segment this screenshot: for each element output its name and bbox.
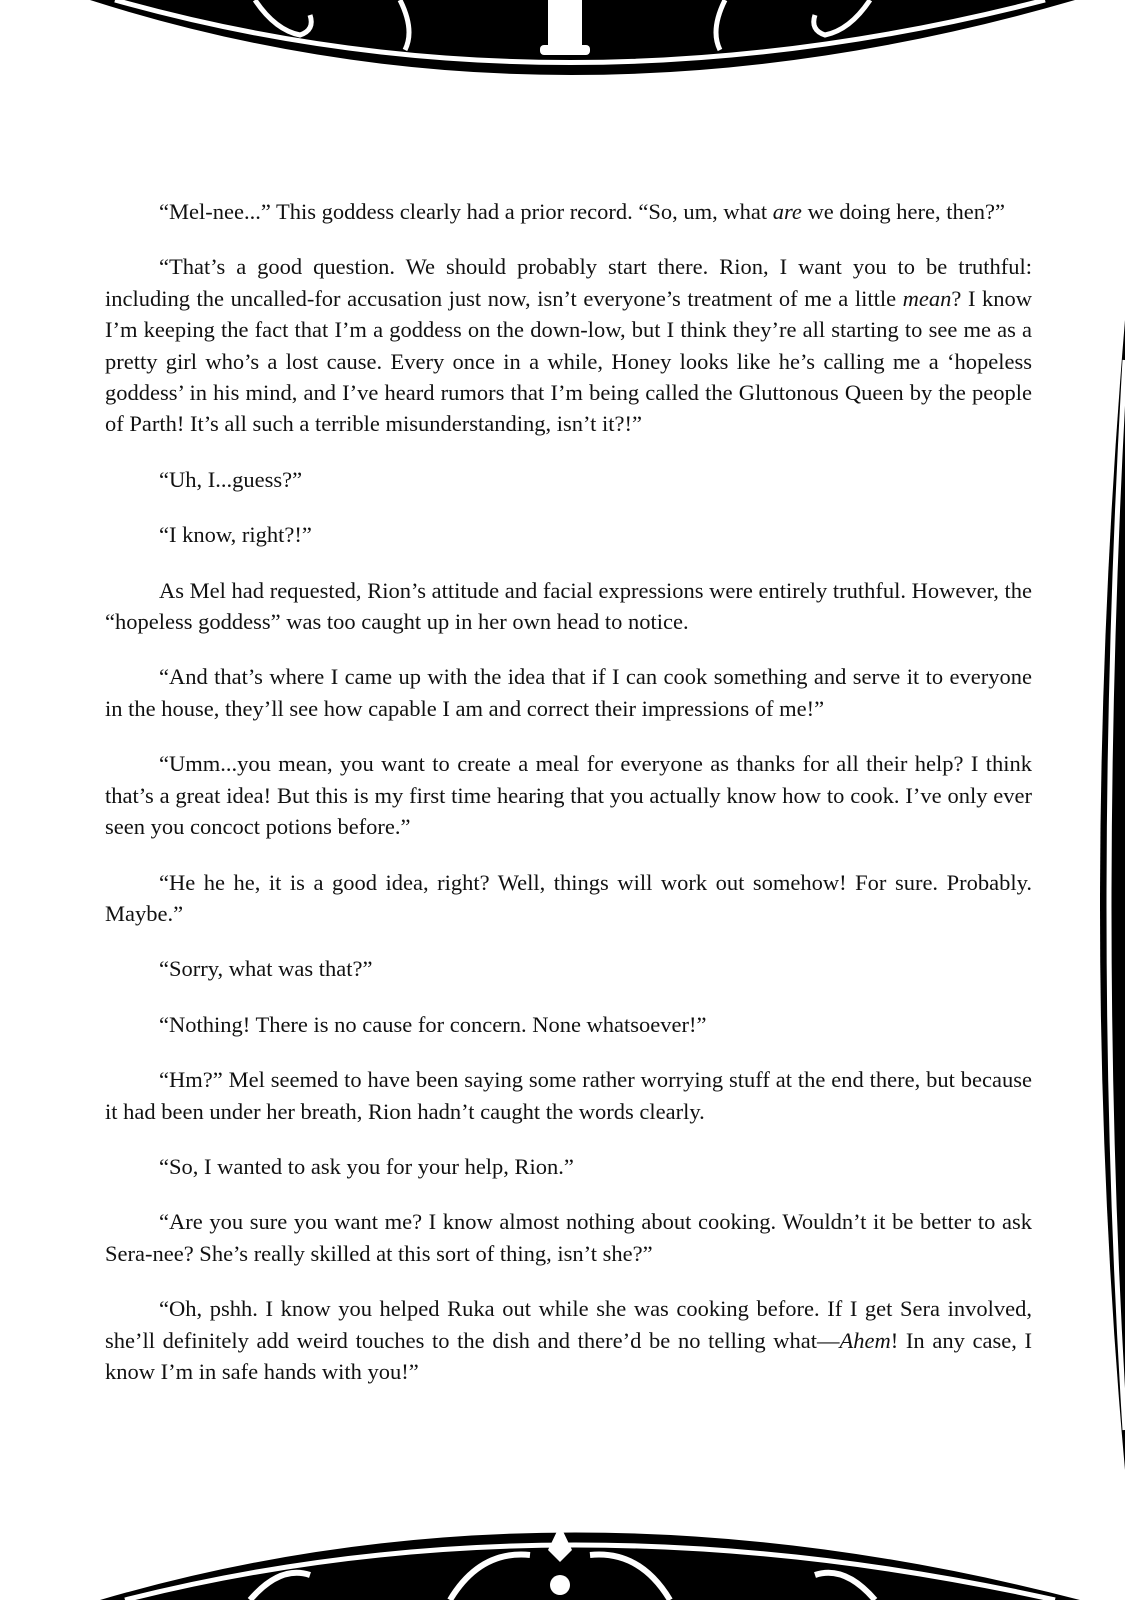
paragraph bbox=[105, 251, 1032, 439]
paragraph bbox=[105, 1151, 1032, 1182]
paragraph-text: ! In any case, I know I’m in safe hands with you!” bbox=[105, 1327, 1033, 1384]
paragraph-text: “Mel-nee...” This goddess clearly had a prior record. “So, um, what bbox=[159, 199, 773, 224]
paragraph-text: “Nothing! There is no cause for concern. None whatsoever!” bbox=[159, 1011, 707, 1037]
paragraph bbox=[105, 953, 1032, 984]
paragraph bbox=[105, 575, 1032, 638]
paragraph-text: “Sorry, what was that?” bbox=[159, 956, 373, 982]
paragraph bbox=[105, 519, 1032, 550]
paragraph-text: “That’s a good question. We should probably start there. Rion, I want you to be truthful: including the uncalled-for accusation just now, isn’t everyone’s treatment of me a little bbox=[105, 254, 1032, 311]
paragraph-text: “He he he, it is a good idea, right? Well, things will work out somehow! For sure. Probably. Maybe.” bbox=[105, 869, 1032, 926]
paragraph bbox=[105, 1293, 1032, 1387]
paragraph-text: “So, I wanted to ask you for your help, Rion.” bbox=[159, 1153, 574, 1179]
bottom-ornament-icon bbox=[0, 1505, 1125, 1600]
paragraph bbox=[105, 867, 1032, 930]
emphasis-text: mean bbox=[902, 285, 952, 311]
paragraph-text: “And that’s where I came up with the idea that if I can cook something and serve it to everyone in the house, they’ll see how capable I am and correct their impressions of me!” bbox=[105, 664, 1032, 721]
top-ornament-icon bbox=[0, 0, 1125, 95]
paragraph bbox=[105, 1064, 1032, 1127]
paragraph-text: “Hm?” Mel seemed to have been saying some rather worrying stuff at the end there, but because it had been under her breath, Rion hadn’t caught the words clearly. bbox=[105, 1067, 1032, 1124]
paragraph-text: we doing here, then?” bbox=[801, 199, 1005, 224]
paragraph bbox=[105, 1009, 1032, 1040]
side-ornament-icon bbox=[1085, 320, 1125, 1520]
paragraph bbox=[105, 196, 1032, 227]
paragraph bbox=[105, 464, 1032, 495]
emphasis-text: Ahem bbox=[839, 1327, 891, 1353]
paragraph bbox=[105, 748, 1032, 842]
paragraph-text: “I know, right?!” bbox=[159, 522, 312, 548]
paragraph bbox=[105, 1206, 1032, 1269]
paragraph-text: ? I know I’m keeping the fact that I’m a goddess on the down-low, but I think they’re all starting to see me as a pretty girl who’s a lost cause. Every once in a while, Honey looks like he’s calling me a ‘hopeless goddess’ in his mind, and I’ve heard rumors that I’m being called the Gluttonous Queen by the people of Parth! It’s all such a terrible misunderstanding, isn’t it?!” bbox=[105, 285, 1033, 437]
paragraph-text: “Oh, pshh. I know you helped Ruka out while she was cooking before. If I get Sera involved, she’ll definitely add weird touches to the dish and there’d be no telling what— bbox=[105, 1296, 1032, 1353]
page-body bbox=[105, 196, 1032, 1411]
paragraph-text: As Mel had requested, Rion’s attitude and facial expressions were entirely truthful. However, the “hopeless goddess” was too caught up in her own head to notice. bbox=[105, 577, 1032, 635]
paragraph-text: “Are you sure you want me? I know almost nothing about cooking. Wouldn’t it be better to ask Sera-nee? She’s really skilled at this sort of thing, isn’t she?” bbox=[105, 1209, 1032, 1266]
paragraph-text: “Uh, I...guess?” bbox=[159, 466, 303, 492]
paragraph bbox=[105, 661, 1032, 724]
paragraph-text: “Umm...you mean, you want to create a meal for everyone as thanks for all their help? I think that’s a great idea! But this is my first time hearing that you actually know how to cook. I’ve only ever seen you concoct potions before.” bbox=[105, 751, 1032, 840]
emphasis-text: are bbox=[772, 199, 802, 224]
